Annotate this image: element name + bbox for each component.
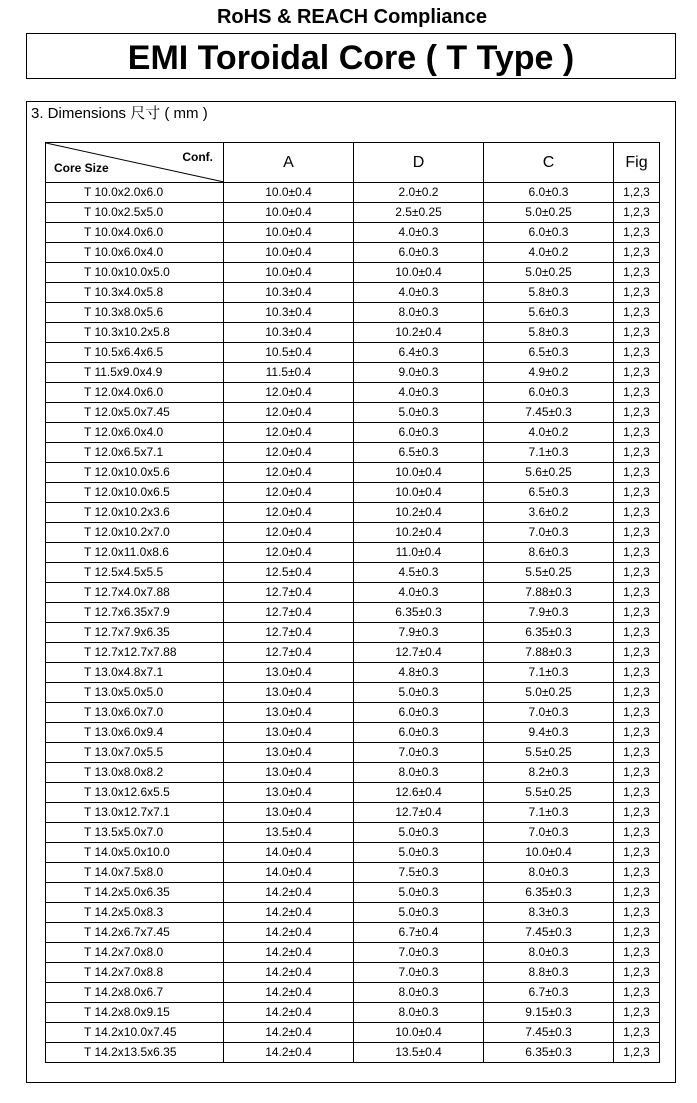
core-size-cell: T 13.0x6.0x9.4 xyxy=(46,723,224,743)
core-size-cell: T 13.5x5.0x7.0 xyxy=(46,823,224,843)
dimension-d-cell: 6.0±0.3 xyxy=(354,703,484,723)
fig-cell: 1,2,3 xyxy=(614,463,660,483)
dimension-a-cell: 10.5±0.4 xyxy=(224,343,354,363)
table-row xyxy=(46,503,660,523)
fig-cell: 1,2,3 xyxy=(614,943,660,963)
dimension-c-cell: 7.45±0.3 xyxy=(484,403,614,423)
dimension-d-cell: 6.35±0.3 xyxy=(354,603,484,623)
core-size-cell: T 12.7x12.7x7.88 xyxy=(46,643,224,663)
dimension-d-cell: 10.2±0.4 xyxy=(354,323,484,343)
dimension-d-cell: 4.8±0.3 xyxy=(354,663,484,683)
fig-cell: 1,2,3 xyxy=(614,883,660,903)
dimension-a-cell: 13.0±0.4 xyxy=(224,783,354,803)
table-row xyxy=(46,543,660,563)
core-size-cell: T 14.2x8.0x9.15 xyxy=(46,1003,224,1023)
dimension-a-cell: 10.3±0.4 xyxy=(224,323,354,343)
fig-cell: 1,2,3 xyxy=(614,443,660,463)
fig-cell: 1,2,3 xyxy=(614,963,660,983)
dimension-d-cell: 8.0±0.3 xyxy=(354,983,484,1003)
core-size-cell: T 13.0x8.0x8.2 xyxy=(46,763,224,783)
fig-cell: 1,2,3 xyxy=(614,483,660,503)
table-row xyxy=(46,363,660,383)
core-size-cell: T 10.0x10.0x5.0 xyxy=(46,263,224,283)
table-row xyxy=(46,743,660,763)
dimension-a-cell: 12.7±0.4 xyxy=(224,643,354,663)
dimension-d-cell: 10.2±0.4 xyxy=(354,503,484,523)
dimension-c-cell: 4.0±0.2 xyxy=(484,423,614,443)
core-size-cell: T 11.5x9.0x4.9 xyxy=(46,363,224,383)
dimension-a-cell: 13.0±0.4 xyxy=(224,683,354,703)
dimension-a-cell: 12.0±0.4 xyxy=(224,423,354,443)
dimension-a-cell: 13.0±0.4 xyxy=(224,743,354,763)
table-row xyxy=(46,183,660,203)
compliance-heading: RoHS & REACH Compliance xyxy=(216,6,488,28)
fig-cell: 1,2,3 xyxy=(614,383,660,403)
core-size-cell: T 14.2x6.7x7.45 xyxy=(46,923,224,943)
table-row xyxy=(46,683,660,703)
dimension-d-cell: 5.0±0.3 xyxy=(354,843,484,863)
core-size-cell: T 14.2x13.5x6.35 xyxy=(46,1043,224,1063)
fig-cell: 1,2,3 xyxy=(614,783,660,803)
table-row xyxy=(46,263,660,283)
table-row xyxy=(46,963,660,983)
fig-cell: 1,2,3 xyxy=(614,1003,660,1023)
dimension-a-cell: 12.0±0.4 xyxy=(224,443,354,463)
table-row xyxy=(46,443,660,463)
core-size-cell: T 12.0x5.0x7.45 xyxy=(46,403,224,423)
core-size-cell: T 14.2x5.0x8.3 xyxy=(46,903,224,923)
core-size-cell: T 12.0x10.2x7.0 xyxy=(46,523,224,543)
core-size-cell: T 12.0x10.0x6.5 xyxy=(46,483,224,503)
fig-cell: 1,2,3 xyxy=(614,1023,660,1043)
fig-cell: 1,2,3 xyxy=(614,723,660,743)
dimension-c-cell: 5.8±0.3 xyxy=(484,323,614,343)
dimension-c-cell: 5.0±0.25 xyxy=(484,683,614,703)
fig-cell: 1,2,3 xyxy=(614,183,660,203)
table-row xyxy=(46,723,660,743)
core-size-cell: T 14.2x7.0x8.0 xyxy=(46,943,224,963)
fig-cell: 1,2,3 xyxy=(614,343,660,363)
fig-cell: 1,2,3 xyxy=(614,363,660,383)
dimension-d-cell: 4.5±0.3 xyxy=(354,563,484,583)
dimension-d-cell: 6.7±0.4 xyxy=(354,923,484,943)
dimension-d-cell: 6.0±0.3 xyxy=(354,243,484,263)
dimension-d-cell: 5.0±0.3 xyxy=(354,683,484,703)
dimension-d-cell: 6.0±0.3 xyxy=(354,723,484,743)
page-title: EMI Toroidal Core ( T Type ) xyxy=(26,33,676,79)
dimension-c-cell: 6.5±0.3 xyxy=(484,483,614,503)
dimension-d-cell: 7.9±0.3 xyxy=(354,623,484,643)
dimension-d-cell: 4.0±0.3 xyxy=(354,383,484,403)
dimension-a-cell: 12.7±0.4 xyxy=(224,603,354,623)
table-row xyxy=(46,763,660,783)
dimension-c-cell: 6.7±0.3 xyxy=(484,983,614,1003)
dimension-c-cell: 3.6±0.2 xyxy=(484,503,614,523)
dimension-d-cell: 10.0±0.4 xyxy=(354,483,484,503)
core-size-cell: T 12.7x6.35x7.9 xyxy=(46,603,224,623)
dimension-a-cell: 14.2±0.4 xyxy=(224,963,354,983)
dimension-d-cell: 12.6±0.4 xyxy=(354,783,484,803)
dimension-c-cell: 5.0±0.25 xyxy=(484,263,614,283)
dimension-d-cell: 11.0±0.4 xyxy=(354,543,484,563)
table-row xyxy=(46,283,660,303)
dimension-a-cell: 10.0±0.4 xyxy=(224,183,354,203)
core-size-cell: T 13.0x6.0x7.0 xyxy=(46,703,224,723)
dimension-d-cell: 5.0±0.3 xyxy=(354,823,484,843)
dimension-a-cell: 13.0±0.4 xyxy=(224,723,354,743)
core-size-cell: T 12.0x4.0x6.0 xyxy=(46,383,224,403)
dimension-d-cell: 5.0±0.3 xyxy=(354,883,484,903)
fig-cell: 1,2,3 xyxy=(614,923,660,943)
table-row xyxy=(46,583,660,603)
dimension-a-cell: 14.2±0.4 xyxy=(224,1023,354,1043)
table-row xyxy=(46,623,660,643)
dimension-d-cell: 6.4±0.3 xyxy=(354,343,484,363)
dimension-c-cell: 6.35±0.3 xyxy=(484,1043,614,1063)
core-size-cell: T 12.0x6.5x7.1 xyxy=(46,443,224,463)
fig-cell: 1,2,3 xyxy=(614,1043,660,1063)
dimension-a-cell: 10.0±0.4 xyxy=(224,223,354,243)
core-size-cell: T 12.0x6.0x4.0 xyxy=(46,423,224,443)
fig-cell: 1,2,3 xyxy=(614,763,660,783)
core-size-cell: T 13.0x12.6x5.5 xyxy=(46,783,224,803)
dimension-c-cell: 8.8±0.3 xyxy=(484,963,614,983)
core-size-cell: T 10.3x4.0x5.8 xyxy=(46,283,224,303)
fig-cell: 1,2,3 xyxy=(614,983,660,1003)
core-size-cell: T 12.7x7.9x6.35 xyxy=(46,623,224,643)
dimension-d-cell: 10.0±0.4 xyxy=(354,263,484,283)
core-size-cell: T 10.0x2.5x5.0 xyxy=(46,203,224,223)
dimension-a-cell: 12.5±0.4 xyxy=(224,563,354,583)
dimension-d-cell: 8.0±0.3 xyxy=(354,1003,484,1023)
core-size-cell: T 12.0x10.0x5.6 xyxy=(46,463,224,483)
dimension-c-cell: 5.5±0.25 xyxy=(484,563,614,583)
dimension-c-cell: 7.0±0.3 xyxy=(484,523,614,543)
fig-cell: 1,2,3 xyxy=(614,563,660,583)
table-row xyxy=(46,323,660,343)
core-size-cell: T 12.0x11.0x8.6 xyxy=(46,543,224,563)
core-size-cell: T 14.0x5.0x10.0 xyxy=(46,843,224,863)
table-row xyxy=(46,863,660,883)
dimension-a-cell: 14.2±0.4 xyxy=(224,923,354,943)
dimension-a-cell: 12.0±0.4 xyxy=(224,503,354,523)
dimension-d-cell: 7.5±0.3 xyxy=(354,863,484,883)
header-conf: Conf. xyxy=(182,150,213,164)
fig-cell: 1,2,3 xyxy=(614,863,660,883)
dimension-a-cell: 12.0±0.4 xyxy=(224,543,354,563)
table-row xyxy=(46,203,660,223)
fig-cell: 1,2,3 xyxy=(614,803,660,823)
dimension-d-cell: 8.0±0.3 xyxy=(354,303,484,323)
fig-cell: 1,2,3 xyxy=(614,403,660,423)
core-size-cell: T 10.0x2.0x6.0 xyxy=(46,183,224,203)
core-size-cell: T 13.0x5.0x5.0 xyxy=(46,683,224,703)
dimension-c-cell: 10.0±0.4 xyxy=(484,843,614,863)
dimension-c-cell: 5.5±0.25 xyxy=(484,743,614,763)
core-size-cell: T 14.0x7.5x8.0 xyxy=(46,863,224,883)
dimension-c-cell: 6.0±0.3 xyxy=(484,223,614,243)
dimension-c-cell: 7.0±0.3 xyxy=(484,703,614,723)
dimension-a-cell: 12.0±0.4 xyxy=(224,463,354,483)
fig-cell: 1,2,3 xyxy=(614,203,660,223)
core-size-cell: T 10.3x8.0x5.6 xyxy=(46,303,224,323)
table-row xyxy=(46,663,660,683)
fig-cell: 1,2,3 xyxy=(614,543,660,563)
dimension-d-cell: 13.5±0.4 xyxy=(354,1043,484,1063)
dimension-d-cell: 8.0±0.3 xyxy=(354,763,484,783)
core-size-cell: T 10.0x6.0x4.0 xyxy=(46,243,224,263)
dimension-a-cell: 10.0±0.4 xyxy=(224,243,354,263)
table-row xyxy=(46,1023,660,1043)
table-header-row xyxy=(46,143,660,183)
dimension-c-cell: 7.45±0.3 xyxy=(484,923,614,943)
table-row xyxy=(46,903,660,923)
dimension-d-cell: 5.0±0.3 xyxy=(354,403,484,423)
dimension-d-cell: 6.5±0.3 xyxy=(354,443,484,463)
table-row xyxy=(46,943,660,963)
core-size-cell: T 13.0x4.8x7.1 xyxy=(46,663,224,683)
dimension-a-cell: 12.0±0.4 xyxy=(224,523,354,543)
dimension-c-cell: 9.4±0.3 xyxy=(484,723,614,743)
fig-cell: 1,2,3 xyxy=(614,823,660,843)
dimension-a-cell: 12.0±0.4 xyxy=(224,483,354,503)
dimension-d-cell: 2.0±0.2 xyxy=(354,183,484,203)
dimension-d-cell: 4.0±0.3 xyxy=(354,223,484,243)
dimension-a-cell: 14.2±0.4 xyxy=(224,883,354,903)
fig-cell: 1,2,3 xyxy=(614,703,660,723)
table-row xyxy=(46,403,660,423)
header-core-size: Core Size xyxy=(54,161,109,175)
dimension-a-cell: 13.0±0.4 xyxy=(224,763,354,783)
dimension-a-cell: 13.0±0.4 xyxy=(224,703,354,723)
table-row xyxy=(46,783,660,803)
dimension-c-cell: 8.3±0.3 xyxy=(484,903,614,923)
dimension-c-cell: 8.0±0.3 xyxy=(484,863,614,883)
table-row xyxy=(46,603,660,623)
fig-cell: 1,2,3 xyxy=(614,503,660,523)
core-size-cell: T 14.2x8.0x6.7 xyxy=(46,983,224,1003)
dimension-d-cell: 7.0±0.3 xyxy=(354,963,484,983)
dimension-c-cell: 7.1±0.3 xyxy=(484,803,614,823)
fig-cell: 1,2,3 xyxy=(614,603,660,623)
dimension-c-cell: 9.15±0.3 xyxy=(484,1003,614,1023)
dimension-d-cell: 7.0±0.3 xyxy=(354,743,484,763)
table-row xyxy=(46,823,660,843)
core-size-cell: T 10.0x4.0x6.0 xyxy=(46,223,224,243)
table-row xyxy=(46,343,660,363)
fig-cell: 1,2,3 xyxy=(614,283,660,303)
dimension-c-cell: 7.88±0.3 xyxy=(484,643,614,663)
dimension-c-cell: 6.35±0.3 xyxy=(484,623,614,643)
table-row xyxy=(46,423,660,443)
table-row xyxy=(46,923,660,943)
dimension-a-cell: 14.2±0.4 xyxy=(224,943,354,963)
dimension-d-cell: 10.2±0.4 xyxy=(354,523,484,543)
core-size-cell: T 14.2x7.0x8.8 xyxy=(46,963,224,983)
fig-cell: 1,2,3 xyxy=(614,623,660,643)
table-body xyxy=(46,183,660,1063)
table-row xyxy=(46,463,660,483)
fig-cell: 1,2,3 xyxy=(614,683,660,703)
table-row xyxy=(46,523,660,543)
fig-cell: 1,2,3 xyxy=(614,843,660,863)
table-row xyxy=(46,803,660,823)
dimension-a-cell: 14.2±0.4 xyxy=(224,1003,354,1023)
core-size-cell: T 12.5x4.5x5.5 xyxy=(46,563,224,583)
dimension-c-cell: 5.6±0.25 xyxy=(484,463,614,483)
dimension-a-cell: 14.2±0.4 xyxy=(224,903,354,923)
fig-cell: 1,2,3 xyxy=(614,223,660,243)
dimension-d-cell: 9.0±0.3 xyxy=(354,363,484,383)
dimension-c-cell: 6.35±0.3 xyxy=(484,883,614,903)
core-size-cell: T 10.5x6.4x6.5 xyxy=(46,343,224,363)
dimension-d-cell: 7.0±0.3 xyxy=(354,943,484,963)
dimension-d-cell: 12.7±0.4 xyxy=(354,803,484,823)
dimension-a-cell: 13.0±0.4 xyxy=(224,803,354,823)
dimension-a-cell: 14.2±0.4 xyxy=(224,983,354,1003)
table-row xyxy=(46,563,660,583)
fig-cell: 1,2,3 xyxy=(614,263,660,283)
dimension-c-cell: 7.88±0.3 xyxy=(484,583,614,603)
table-row xyxy=(46,483,660,503)
dimension-d-cell: 2.5±0.25 xyxy=(354,203,484,223)
dimension-c-cell: 8.0±0.3 xyxy=(484,943,614,963)
core-size-cell: T 10.3x10.2x5.8 xyxy=(46,323,224,343)
dimension-c-cell: 4.0±0.2 xyxy=(484,243,614,263)
dimension-c-cell: 7.1±0.3 xyxy=(484,663,614,683)
table-row xyxy=(46,1003,660,1023)
core-size-cell: T 12.0x10.2x3.6 xyxy=(46,503,224,523)
dimension-a-cell: 11.5±0.4 xyxy=(224,363,354,383)
dimension-a-cell: 14.2±0.4 xyxy=(224,1043,354,1063)
table-row xyxy=(46,243,660,263)
dimension-c-cell: 6.5±0.3 xyxy=(484,343,614,363)
dimension-d-cell: 12.7±0.4 xyxy=(354,643,484,663)
dimension-c-cell: 5.6±0.3 xyxy=(484,303,614,323)
table-row xyxy=(46,383,660,403)
table-row xyxy=(46,303,660,323)
core-size-cell: T 14.2x10.0x7.45 xyxy=(46,1023,224,1043)
dimension-a-cell: 14.0±0.4 xyxy=(224,843,354,863)
dimension-a-cell: 10.0±0.4 xyxy=(224,263,354,283)
dimension-d-cell: 6.0±0.3 xyxy=(354,423,484,443)
dimension-a-cell: 13.0±0.4 xyxy=(224,663,354,683)
fig-cell: 1,2,3 xyxy=(614,303,660,323)
dimension-a-cell: 10.0±0.4 xyxy=(224,203,354,223)
dimension-a-cell: 14.0±0.4 xyxy=(224,863,354,883)
dimension-a-cell: 10.3±0.4 xyxy=(224,283,354,303)
dimension-c-cell: 8.2±0.3 xyxy=(484,763,614,783)
fig-cell: 1,2,3 xyxy=(614,423,660,443)
dimension-c-cell: 7.0±0.3 xyxy=(484,823,614,843)
core-size-cell: T 13.0x12.7x7.1 xyxy=(46,803,224,823)
dimension-a-cell: 12.0±0.4 xyxy=(224,403,354,423)
table-row xyxy=(46,223,660,243)
dimension-a-cell: 12.0±0.4 xyxy=(224,383,354,403)
dimension-d-cell: 10.0±0.4 xyxy=(354,463,484,483)
fig-cell: 1,2,3 xyxy=(614,323,660,343)
dimension-a-cell: 10.3±0.4 xyxy=(224,303,354,323)
header-a: A xyxy=(224,143,354,183)
dimension-c-cell: 6.0±0.3 xyxy=(484,183,614,203)
fig-cell: 1,2,3 xyxy=(614,743,660,763)
dimension-c-cell: 5.5±0.25 xyxy=(484,783,614,803)
fig-cell: 1,2,3 xyxy=(614,643,660,663)
table-row xyxy=(46,843,660,863)
dimension-c-cell: 7.9±0.3 xyxy=(484,603,614,623)
dimension-c-cell: 7.1±0.3 xyxy=(484,443,614,463)
dimension-d-cell: 4.0±0.3 xyxy=(354,283,484,303)
core-size-cell: T 14.2x5.0x6.35 xyxy=(46,883,224,903)
dimension-c-cell: 6.0±0.3 xyxy=(484,383,614,403)
section-label: 3. Dimensions 尺寸 ( mm ) xyxy=(31,105,208,122)
fig-cell: 1,2,3 xyxy=(614,903,660,923)
dimension-c-cell: 4.9±0.2 xyxy=(484,363,614,383)
header-c: C xyxy=(484,143,614,183)
table-row xyxy=(46,883,660,903)
table-row xyxy=(46,703,660,723)
dimension-c-cell: 5.8±0.3 xyxy=(484,283,614,303)
dimension-a-cell: 12.7±0.4 xyxy=(224,583,354,603)
fig-cell: 1,2,3 xyxy=(614,583,660,603)
dimension-a-cell: 13.5±0.4 xyxy=(224,823,354,843)
table-row xyxy=(46,983,660,1003)
dimension-d-cell: 5.0±0.3 xyxy=(354,903,484,923)
table-row xyxy=(46,643,660,663)
core-size-cell: T 13.0x7.0x5.5 xyxy=(46,743,224,763)
table-row xyxy=(46,1043,660,1063)
dimension-c-cell: 5.0±0.25 xyxy=(484,203,614,223)
dimensions-table xyxy=(45,142,660,1063)
core-size-cell: T 12.7x4.0x7.88 xyxy=(46,583,224,603)
dimension-c-cell: 7.45±0.3 xyxy=(484,1023,614,1043)
fig-cell: 1,2,3 xyxy=(614,663,660,683)
header-d: D xyxy=(354,143,484,183)
header-fig: Fig xyxy=(614,143,660,183)
fig-cell: 1,2,3 xyxy=(614,243,660,263)
dimension-d-cell: 4.0±0.3 xyxy=(354,583,484,603)
dimension-c-cell: 8.6±0.3 xyxy=(484,543,614,563)
header-core-size-conf xyxy=(46,143,224,183)
dimension-d-cell: 10.0±0.4 xyxy=(354,1023,484,1043)
fig-cell: 1,2,3 xyxy=(614,523,660,543)
dimension-a-cell: 12.7±0.4 xyxy=(224,623,354,643)
